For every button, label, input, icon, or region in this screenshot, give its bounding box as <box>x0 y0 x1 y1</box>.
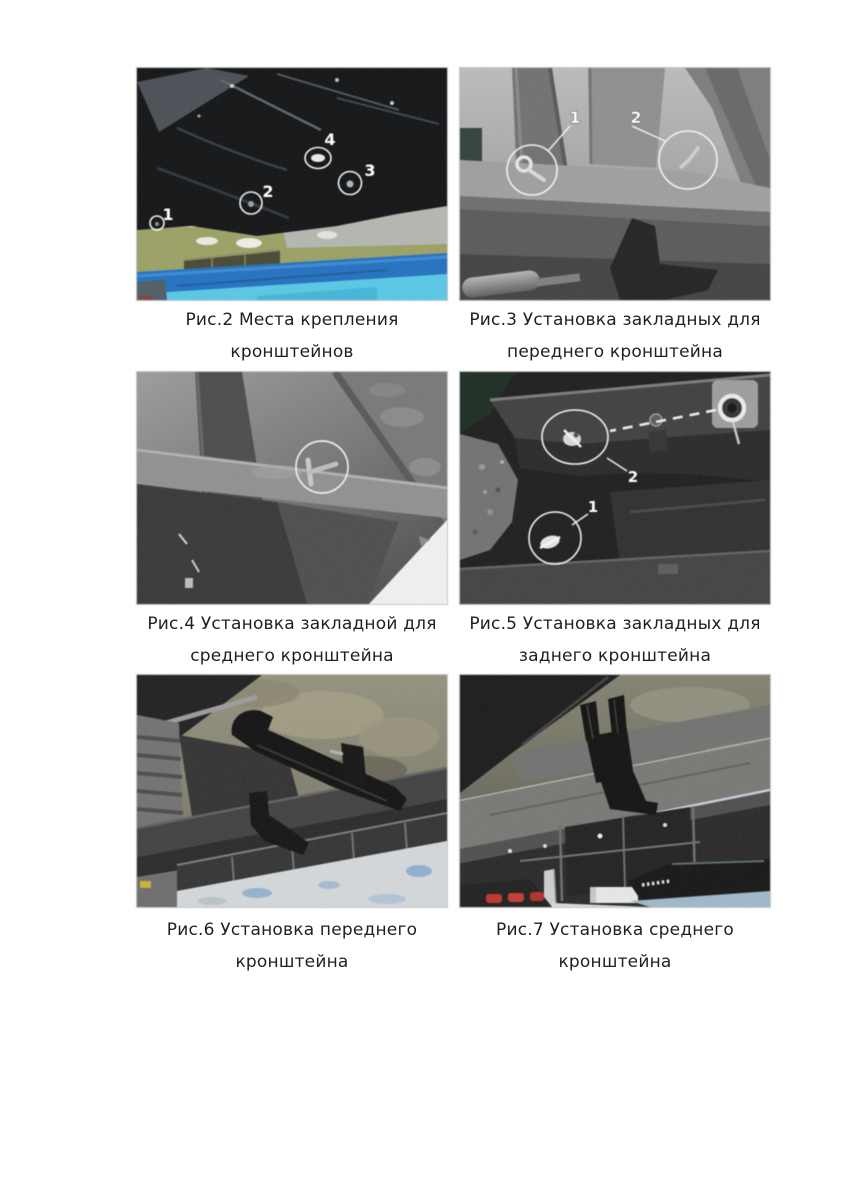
photo-artwork <box>137 372 447 604</box>
callout-number: 1 <box>587 498 599 516</box>
caption-line-1: Рис.2 Места крепления <box>185 310 399 330</box>
figure-ris7-photo <box>460 675 770 907</box>
caption-line-1: Рис.5 Установка закладных для <box>469 614 761 634</box>
photo-front-bracket-installed <box>137 675 447 907</box>
photo-artwork <box>460 372 770 604</box>
callout-number: 4 <box>324 130 336 149</box>
caption-line-2: кронштейнов <box>230 342 354 362</box>
caption-ris4 <box>122 608 462 672</box>
figure-ris2-photo <box>137 68 447 300</box>
caption-line-1: Рис.7 Установка среднего <box>496 920 734 940</box>
caption-ris3 <box>445 304 785 368</box>
callout-number: 2 <box>262 182 274 201</box>
photo-artwork <box>137 675 447 907</box>
photo-middle-bracket-installed <box>460 675 770 907</box>
photo-mounting-points <box>137 68 447 300</box>
photo-front-anchors <box>460 68 770 300</box>
photo-artwork <box>460 68 770 300</box>
callout-number: 1 <box>162 205 174 224</box>
photo-middle-anchor <box>137 372 447 604</box>
caption-line-2: кронштейна <box>235 952 349 972</box>
caption-ris2 <box>122 304 462 368</box>
figure-ris4-photo <box>137 372 447 604</box>
figure-ris6-photo <box>137 675 447 907</box>
figure-ris3-photo <box>460 68 770 300</box>
callout-number: 1 <box>569 108 581 127</box>
caption-ris7 <box>445 914 785 978</box>
photo-artwork <box>460 675 770 907</box>
caption-ris6 <box>122 914 462 978</box>
photo-rear-anchors <box>460 372 770 604</box>
callout-number: 2 <box>630 108 642 127</box>
callout-number: 2 <box>627 468 639 486</box>
caption-ris5 <box>445 608 785 672</box>
caption-line-2: кронштейна <box>558 952 672 972</box>
caption-line-2: заднего кронштейна <box>518 646 712 666</box>
callout-number: 3 <box>364 161 376 180</box>
caption-line-1: Рис.6 Установка переднего <box>166 920 418 940</box>
figure-ris5-photo <box>460 372 770 604</box>
caption-line-2: переднего кронштейна <box>507 342 723 362</box>
photo-artwork <box>137 68 447 300</box>
caption-line-2: среднего кронштейна <box>190 646 394 666</box>
caption-line-1: Рис.4 Установка закладной для <box>147 614 437 634</box>
caption-line-1: Рис.3 Установка закладных для <box>469 310 761 330</box>
